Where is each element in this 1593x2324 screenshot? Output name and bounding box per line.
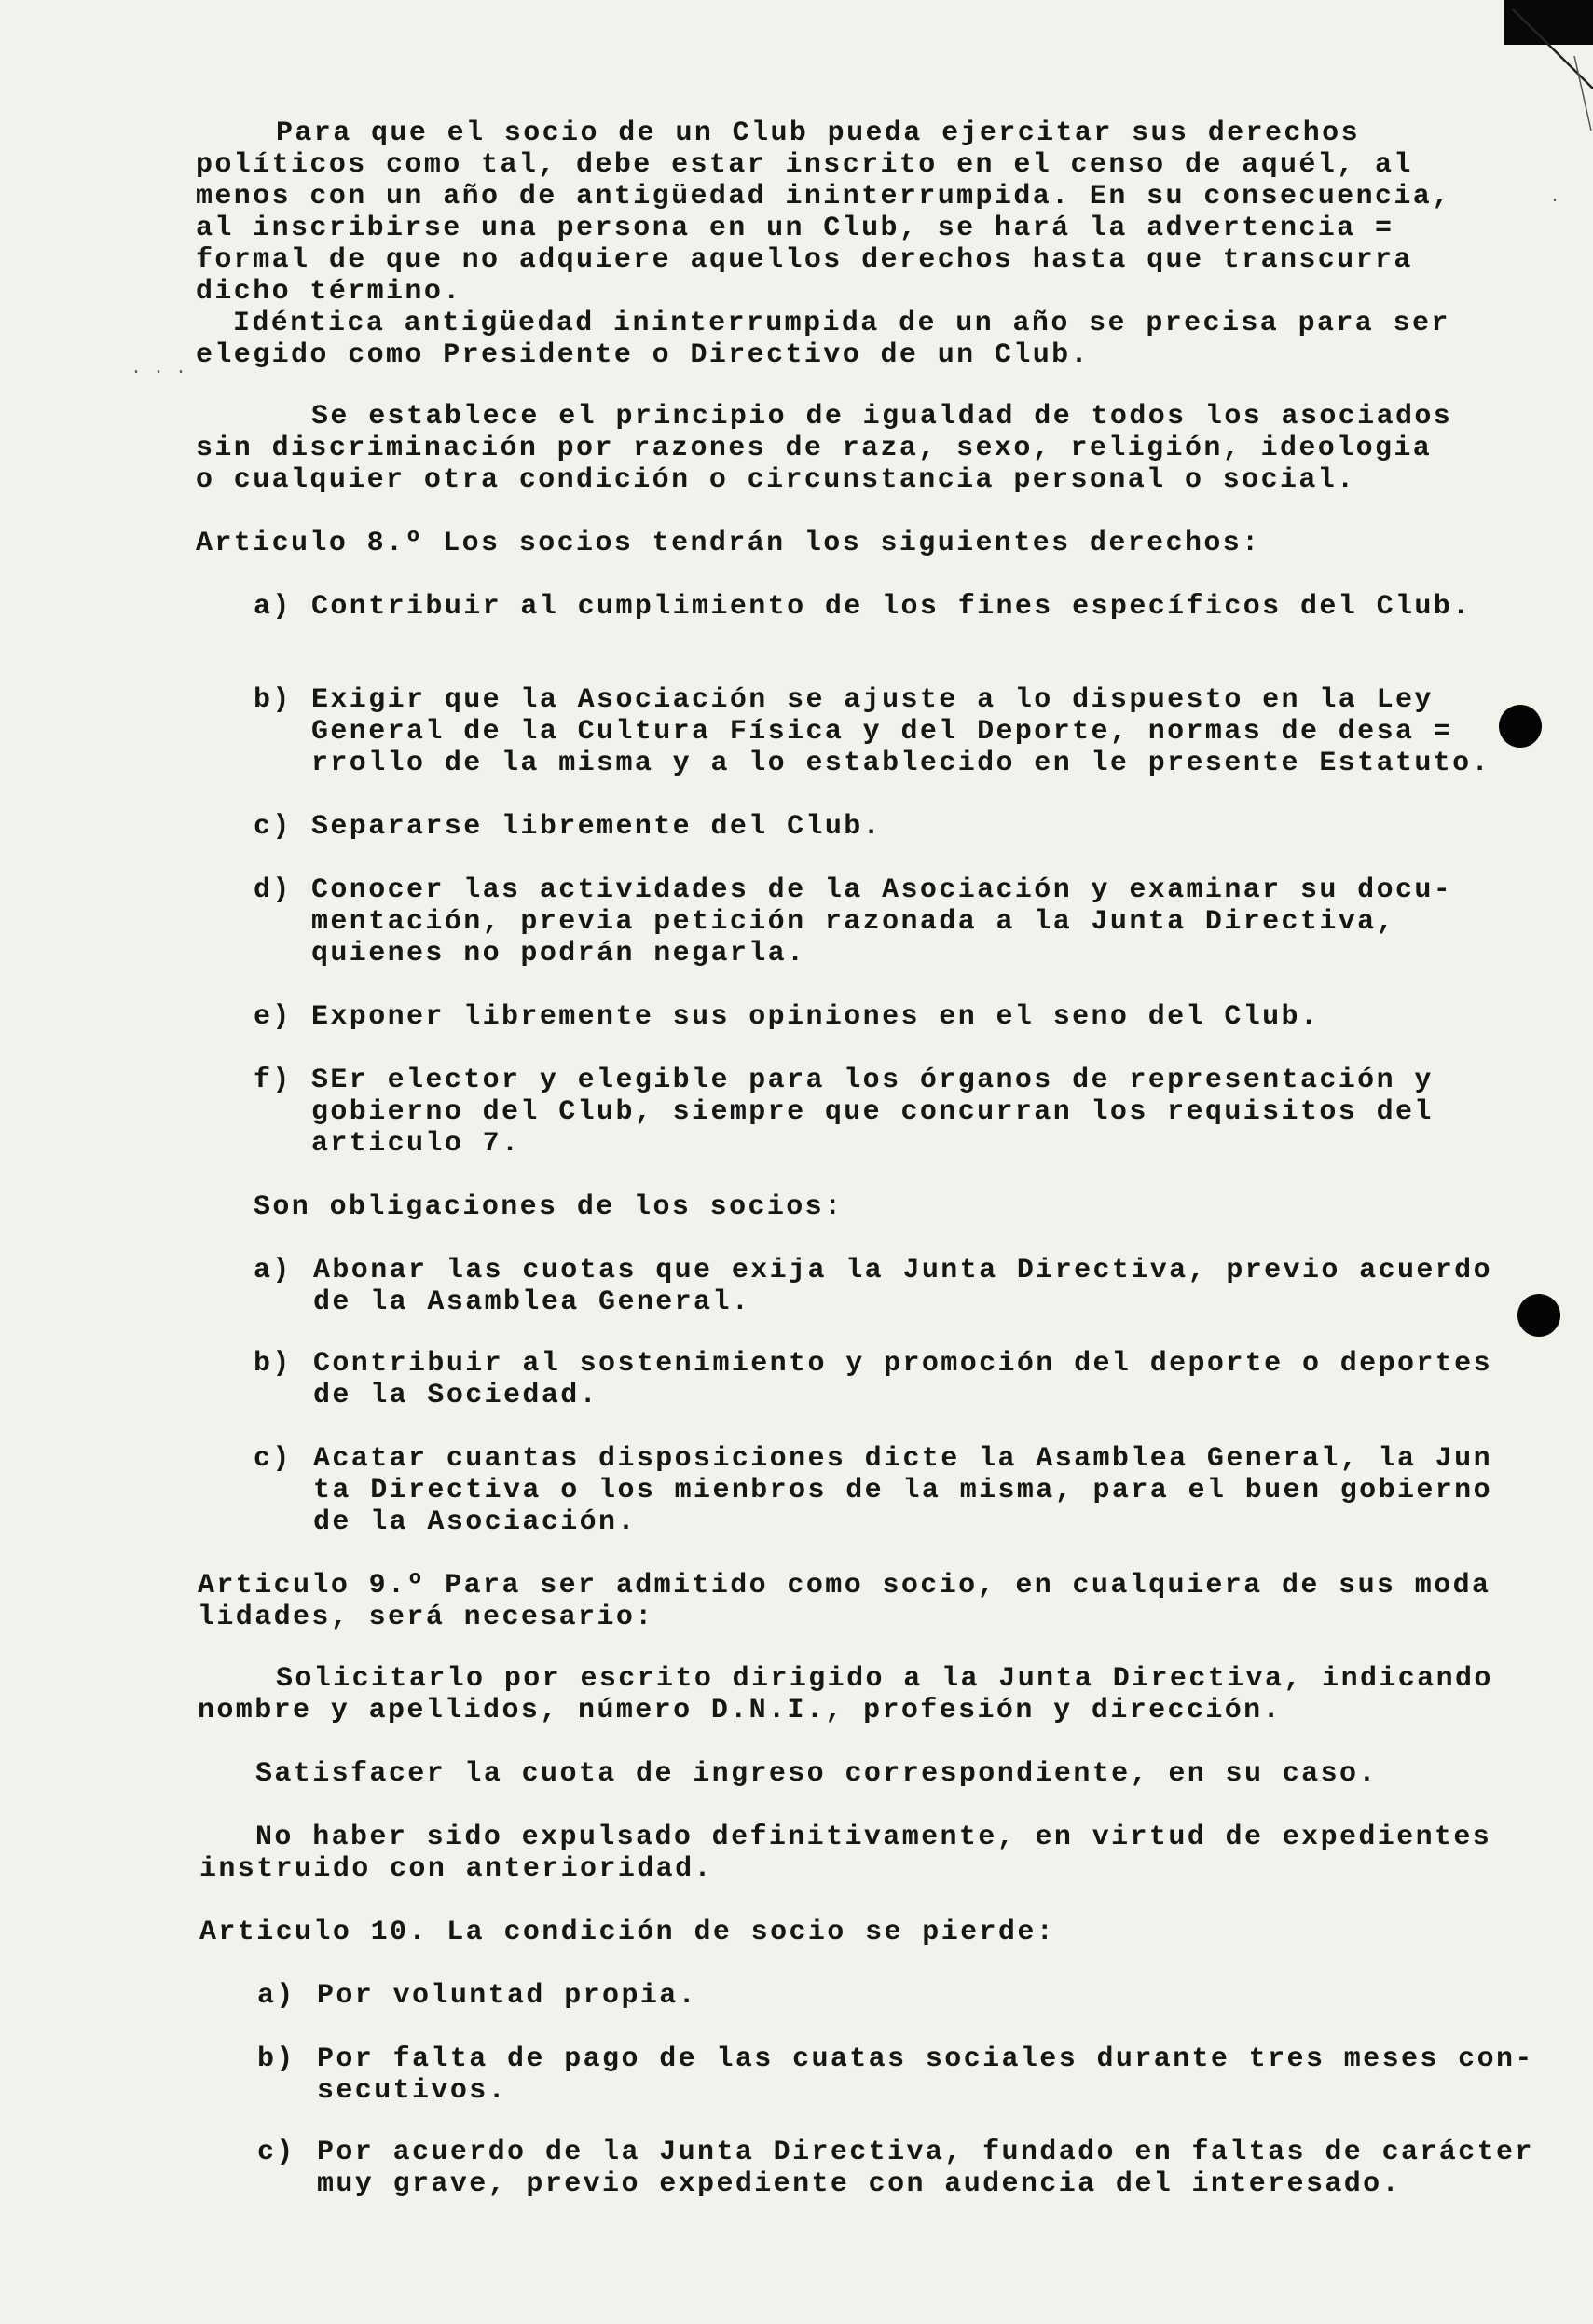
obligation-text: de la Asociación.	[313, 1506, 637, 1538]
right-text: Separarse libremente del Club.	[311, 811, 883, 843]
intro-line: políticos como tal, debe estar inscrito en el censo de aquél, al	[196, 149, 1413, 181]
right-text: Contribuir al cumplimiento de los fines específicos del Club.	[311, 591, 1472, 623]
margin-dots: . . .	[130, 358, 187, 379]
intro-line: Para que el socio de un Club pueda ejercitar sus derechos	[276, 117, 1360, 149]
requirement-text: No haber sido expulsado definitivamente, en virtud de expedientes	[255, 1822, 1492, 1853]
requirement-text: instruido con anterioridad.	[199, 1853, 713, 1885]
seniority-line: Idéntica antigüedad ininterrumpida de un año se precisa para ser	[233, 308, 1450, 339]
right-letter: c)	[254, 811, 292, 843]
article-9-heading: Articulo 9.º Para ser admitido como socio, en cualquiera de sus moda	[198, 1570, 1491, 1602]
right-letter: f)	[254, 1065, 292, 1096]
right-letter: a)	[254, 591, 292, 623]
intro-line: al inscribirse una persona en un Club, se hará la advertencia =	[196, 213, 1394, 244]
obligation-letter: b)	[254, 1348, 292, 1380]
right-text: gobierno del Club, siempre que concurran los requisitos del	[311, 1096, 1434, 1128]
obligation-text: Acatar cuantas disposiciones dicte la Asamblea General, la Jun	[313, 1443, 1492, 1475]
right-text: quienes no podrán negarla.	[311, 938, 806, 969]
obligation-text: de la Sociedad.	[313, 1380, 599, 1411]
margin-dot: .	[1549, 186, 1561, 208]
right-text: SEr elector y elegible para los órganos de representación y	[311, 1065, 1434, 1096]
cause-letter: c)	[257, 2137, 295, 2168]
intro-line: menos con un año de antigüedad ininterrumpida. En su consecuencia,	[196, 181, 1451, 213]
cause-letter: a)	[257, 1980, 295, 2012]
obligation-text: Abonar las cuotas que exija la Junta Directiva, previo acuerdo	[313, 1255, 1492, 1286]
right-text: Exigir que la Asociación se ajuste a lo dispuesto en la Ley	[311, 684, 1434, 716]
punch-hole-bottom	[1517, 1294, 1560, 1337]
obligation-letter: a)	[254, 1255, 292, 1286]
folded-corner-mark	[1509, 0, 1593, 140]
right-text: rrollo de la misma y a lo establecido en le presente Estatuto.	[311, 748, 1490, 779]
right-text: mentación, previa petición razonada a la Junta Directiva,	[311, 906, 1395, 938]
obligation-text: de la Asamblea General.	[313, 1286, 751, 1318]
right-letter: d)	[254, 874, 292, 906]
right-text: articulo 7.	[311, 1128, 521, 1160]
obligation-text: Contribuir al sostenimiento y promoción del deporte o deportes	[313, 1348, 1492, 1380]
cause-text: Por falta de pago de las cuatas sociales durante tres meses con-	[317, 2043, 1534, 2075]
requirement-text: Satisfacer la cuota de ingreso correspondiente, en su caso.	[255, 1758, 1378, 1790]
right-text: General de la Cultura Física y del Deporte, normas de desa =	[311, 716, 1453, 748]
cause-text: Por voluntad propia.	[317, 1980, 698, 2012]
cause-letter: b)	[257, 2043, 295, 2075]
obligation-text: ta Directiva o los mienbros de la misma, para el buen gobierno	[313, 1475, 1492, 1506]
article-10-heading: Articulo 10. La condición de socio se pierde:	[199, 1917, 1056, 1948]
cause-text: secutivos.	[317, 2075, 508, 2107]
right-text: Conocer las actividades de la Asociación y examinar su docu-	[311, 874, 1453, 906]
requirement-text: Solicitarlo por escrito dirigido a la Junta Directiva, indicando	[276, 1663, 1493, 1695]
equality-line: o cualquier otra condición o circunstancia personal o social.	[196, 464, 1356, 496]
article-9-heading: lidades, será necesario:	[198, 1602, 654, 1633]
equality-line: sin discriminación por razones de raza, sexo, religión, ideologia	[196, 433, 1433, 464]
right-letter: e)	[254, 1001, 292, 1033]
requirement-text: nombre y apellidos, número D.N.I., profesión y dirección.	[198, 1695, 1282, 1726]
punch-hole-top	[1499, 705, 1542, 748]
intro-line: formal de que no adquiere aquellos derechos hasta que transcurra	[196, 244, 1413, 276]
obligations-heading: Son obligaciones de los socios:	[254, 1191, 844, 1223]
equality-line: Se establece el principio de igualdad de todos los asociados	[311, 401, 1453, 433]
right-letter: b)	[254, 684, 292, 716]
intro-line: dicho término.	[196, 276, 462, 308]
seniority-line: elegido como Presidente o Directivo de un Club.	[196, 339, 1090, 371]
cause-text: Por acuerdo de la Junta Directiva, fundado en faltas de carácter	[317, 2137, 1534, 2168]
right-text: Exponer libremente sus opiniones en el seno del Club.	[311, 1001, 1320, 1033]
article-8-heading: Articulo 8.º Los socios tendrán los siguientes derechos:	[196, 528, 1261, 559]
cause-text: muy grave, previo expediente con audencia del interesado.	[317, 2168, 1401, 2200]
obligation-letter: c)	[254, 1443, 292, 1475]
